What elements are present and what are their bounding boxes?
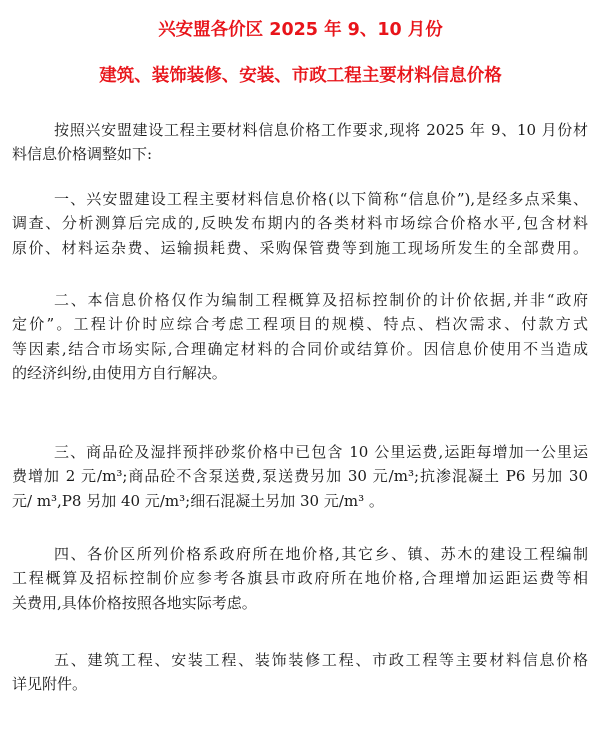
paragraph-line: 元/ m³,P8 另加 40 元/m³;细石混凝土另加 30 元/m³ 。 [12, 491, 384, 510]
paragraph-line: 工程概算及招标控制价应参考各旗县市政府所在地价格,合理增加运距运费等相 [12, 569, 588, 588]
paragraph-item-5 [12, 648, 588, 697]
paragraph-line: 按照兴安盟建设工程主要材料信息价格工作要求,现将 2025 年 9、10 月份材 [54, 121, 588, 139]
paragraph-line: 的经济纠纷,由使用方自行解决。 [12, 364, 227, 383]
paragraph-line: 等因素,结合市场实际,合理确定材料的合同价或结算价。因信息价使用不当造成 [12, 339, 588, 358]
paragraph-line: 四、各价区所列价格系政府所在地价格,其它乡、镇、苏木的建设工程编制 [54, 545, 588, 563]
paragraph-line: 三、商品砼及湿拌预拌砂浆价格中已包含 10 公里运费,运距每增加一公里运 [54, 443, 588, 461]
paragraph-line: 调查、分析测算后完成的,反映发布期内的各类材料市场综合价格水平,包含材料 [12, 214, 588, 233]
document-title-line-2: 建筑、装饰装修、安装、市政工程主要材料信息价格 [99, 66, 502, 86]
paragraph-line: 一、兴安盟建设工程主要材料信息价格(以下简称“信息价”),是经多点采集、 [54, 190, 588, 208]
paragraph-line: 原价、材料运杂费、运输损耗费、采购保管费等到施工现场所发生的全部费用。 [12, 238, 588, 257]
paragraph-item-2 [12, 288, 588, 386]
paragraph-line: 定价”。工程计价时应综合考虑工程项目的规模、特点、档次需求、付款方式 [12, 315, 588, 334]
paragraph-line: 五、建筑工程、安装工程、装饰装修工程、市政工程等主要材料信息价格 [54, 651, 588, 669]
paragraph-item-4 [12, 542, 588, 615]
paragraph-line: 费增加 2 元/m³;商品砼不含泵送费,泵送费另加 30 元/m³;抗渗混凝土 P6 另加 30 [12, 467, 588, 486]
paragraph-item-1 [12, 187, 588, 260]
paragraph-line: 详见附件。 [12, 675, 88, 694]
paragraph-line: 关费用,具体价格按照各地实际考虑。 [12, 593, 257, 612]
document-title-line-1: 兴安盟各价区 2025 年 9、10 月份 [158, 20, 443, 40]
paragraph-line: 料信息价格调整如下: [12, 145, 153, 164]
paragraph-intro [12, 118, 588, 167]
paragraph-item-3 [12, 440, 588, 513]
paragraph-line: 二、本信息价格仅作为编制工程概算及招标控制价的计价依据,并非“政府 [54, 291, 588, 309]
